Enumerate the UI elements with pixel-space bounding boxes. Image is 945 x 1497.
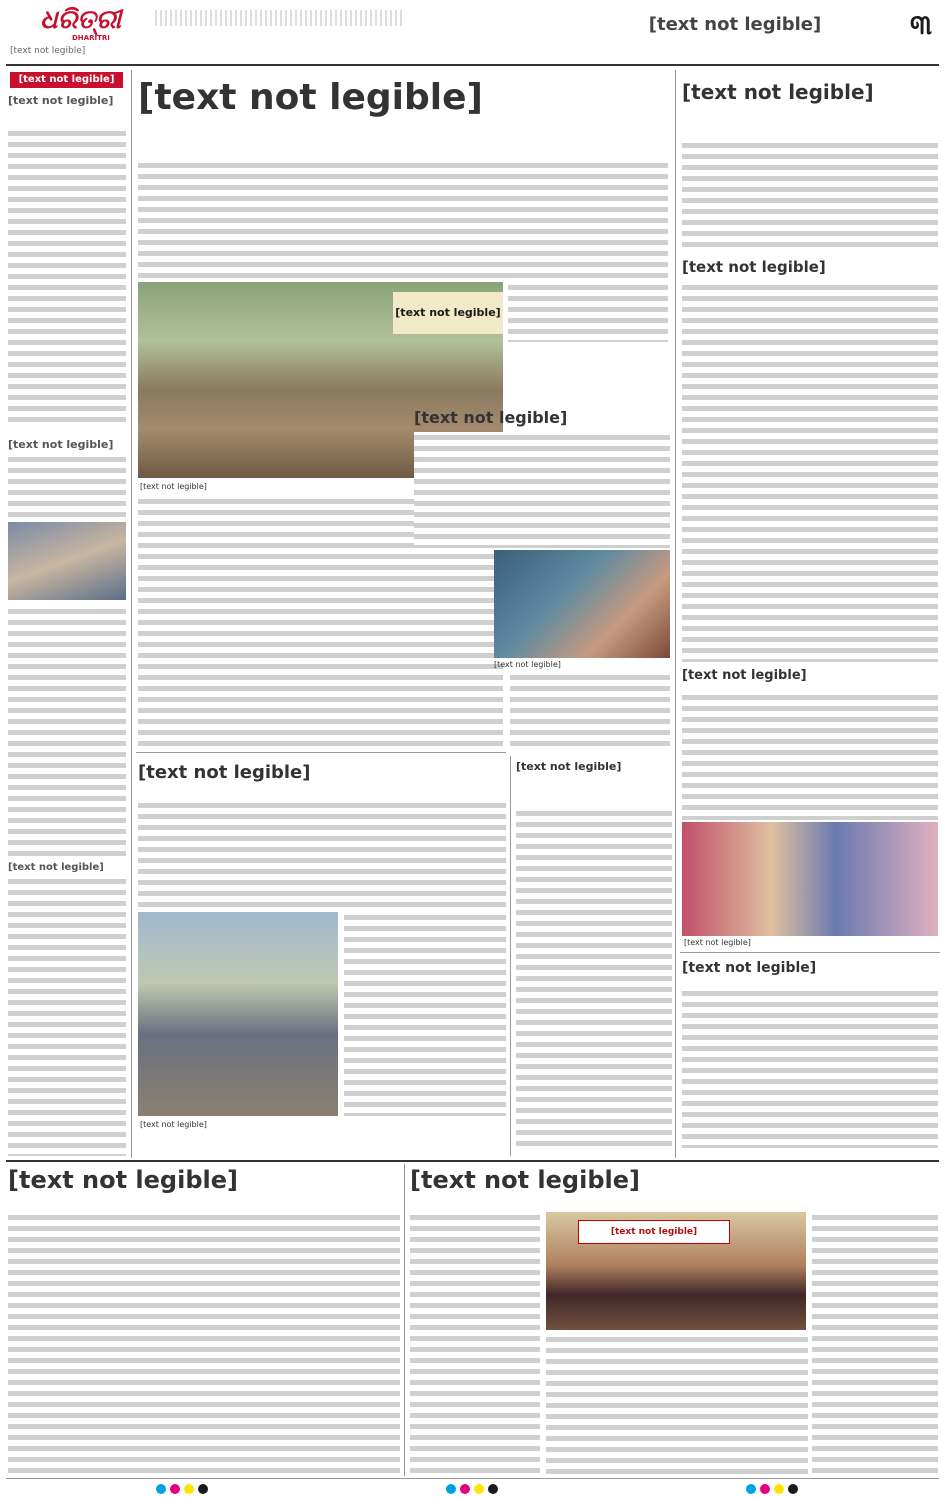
page-number: ୩ xyxy=(909,8,932,41)
brief-body-2a xyxy=(8,454,126,518)
brief-body-2b xyxy=(8,606,126,856)
rain-photo-caption: [text not legible] xyxy=(494,660,561,669)
column-divider-mid xyxy=(510,756,511,1156)
registration-marks xyxy=(0,1484,945,1496)
bottom-left-body xyxy=(8,1212,400,1474)
column-divider xyxy=(131,70,132,1158)
vizag-body-2 xyxy=(344,912,506,1116)
rain-headline: [text not legible] xyxy=(414,408,568,427)
vizag-headline: [text not legible] xyxy=(138,762,311,783)
brief-photo xyxy=(8,522,126,600)
right-3-photo-caption: [text not legible] xyxy=(684,938,751,947)
footer-rule xyxy=(6,1478,939,1479)
bottom-right-body-2 xyxy=(546,1334,808,1474)
rain-photo xyxy=(494,550,670,658)
logo: ଧରିତ୍ରୀ xyxy=(40,5,122,35)
lead-body xyxy=(138,160,668,280)
logo-subtitle: DHARITRI xyxy=(72,34,110,42)
brief-section-label: [text not legible] xyxy=(10,72,123,88)
vizag-body xyxy=(138,800,506,910)
row-divider xyxy=(136,752,506,753)
lead-headline: [text not legible] xyxy=(138,77,483,118)
brief-headline-1: [text not legible] xyxy=(8,94,114,107)
page-title: [text not legible] xyxy=(648,14,822,35)
bottom-right-headline: [text not legible] xyxy=(410,1166,640,1194)
tribal-headline: [text not legible] xyxy=(516,760,622,773)
column-divider-right xyxy=(675,70,676,1158)
lead-photo-caption: [text not legible] xyxy=(140,482,207,491)
brief-body-3 xyxy=(8,876,126,1156)
lead-box-label: [text not legible] xyxy=(393,292,503,334)
rain-body xyxy=(414,432,670,548)
right-2-headline: [text not legible] xyxy=(682,258,826,276)
bottom-right-banner: [text not legible] xyxy=(578,1220,730,1244)
brief-headline-3: [text not legible] xyxy=(8,862,104,873)
right-2-body xyxy=(682,282,938,662)
right-3-body xyxy=(682,692,938,820)
dateline: [text not legible] xyxy=(10,46,86,56)
bottom-divider xyxy=(6,1160,939,1162)
right-top-headline: [text not legible] xyxy=(682,80,874,104)
rain-body-2 xyxy=(510,672,670,748)
vizag-photo xyxy=(138,912,338,1116)
right-3-headline: [text not legible] xyxy=(682,668,807,683)
tribal-body xyxy=(516,808,672,1148)
bottom-column-divider xyxy=(404,1164,405,1476)
bottom-left-headline: [text not legible] xyxy=(8,1166,238,1194)
transport-body xyxy=(682,988,938,1148)
lead-body-2 xyxy=(508,282,668,342)
bottom-right-body xyxy=(410,1212,540,1474)
vizag-caption: [text not legible] xyxy=(140,1120,207,1129)
bottom-right-body-3 xyxy=(812,1212,938,1474)
right-3-photo xyxy=(682,822,938,936)
right-top-body xyxy=(682,140,938,248)
brief-headline-2: [text not legible] xyxy=(8,438,114,451)
row-divider-right xyxy=(680,952,940,953)
brief-body-1 xyxy=(8,128,126,428)
masthead-decoration xyxy=(155,10,405,26)
masthead-rule xyxy=(6,64,939,66)
transport-headline: [text not legible] xyxy=(682,960,817,976)
